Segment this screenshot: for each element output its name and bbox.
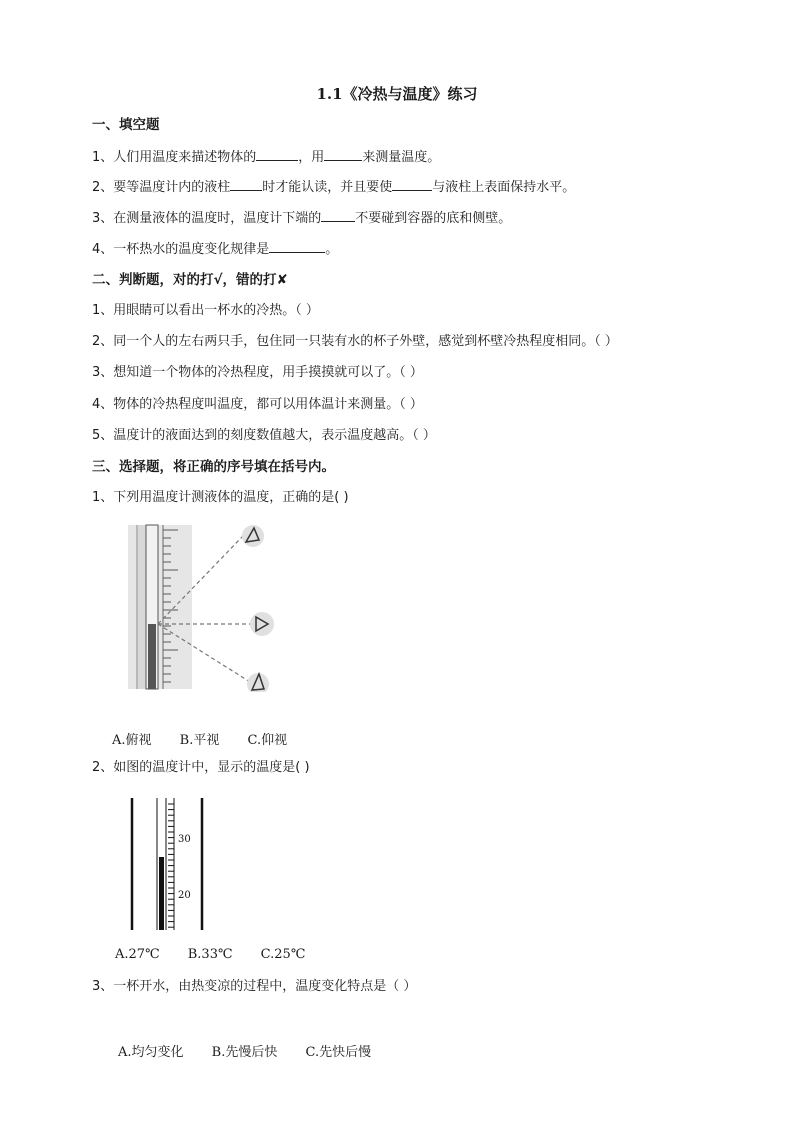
option-c[interactable]: C.先快后慢	[305, 1045, 372, 1060]
q3-options	[118, 1041, 395, 1060]
q2-options	[115, 947, 329, 962]
scale-label-30: 30	[178, 834, 191, 845]
section2-heading: 二、判断题，对的打√，错的打✘	[92, 272, 288, 288]
option-c[interactable]: C.仰视	[247, 733, 288, 748]
thermometer-scale-figure	[124, 794, 214, 934]
judge-item-4: 4、物体的冷热程度叫温度，都可以用体温计来测量。（ ）	[92, 397, 423, 412]
page-title: 1.1《冷热与温度》练习	[316, 85, 478, 103]
option-a[interactable]: A.均匀变化	[118, 1045, 184, 1060]
fill-question-1	[92, 148, 440, 166]
fill-question-2	[92, 178, 575, 196]
q1-part-c: 来测量温度。	[362, 150, 441, 165]
choice-question-2: 2、如图的温度计中，显示的温度是( )	[92, 760, 310, 775]
answer-blank[interactable]	[392, 178, 432, 191]
q3-part-b: 不要碰到容器的底和侧壁。	[355, 211, 512, 226]
option-b[interactable]: B.先慢后快	[211, 1045, 278, 1060]
thermometer-viewing-figure	[128, 520, 288, 692]
option-a[interactable]: A.俯视	[112, 733, 152, 748]
judge-item-3: 3、想知道一个物体的冷热程度，用手摸摸就可以了。（ ）	[92, 365, 423, 380]
q2-part-a: 2、要等温度计内的液柱	[92, 180, 231, 195]
judge-item-2: 2、同一个人的左右两只手，包住同一只装有水的杯子外壁，感觉到杯壁冷热程度相同。（ ）	[92, 334, 618, 349]
q1-options	[112, 729, 311, 748]
option-b[interactable]: B.33℃	[187, 947, 233, 962]
q4-part-b: 。	[325, 242, 339, 257]
q2-part-c: 与液柱上表面保持水平。	[432, 180, 576, 195]
option-c[interactable]: C.25℃	[260, 947, 306, 962]
option-a[interactable]: A.27℃	[115, 947, 160, 962]
answer-blank[interactable]	[256, 148, 298, 161]
fill-question-4	[92, 240, 338, 258]
judge-item-1: 1、用眼睛可以看出一杯水的冷热。（ ）	[92, 303, 319, 318]
answer-blank[interactable]	[324, 148, 362, 161]
q4-part-a: 4、一杯热水的温度变化规律是	[92, 242, 270, 257]
section3-heading: 三、选择题，将正确的序号填在括号内。	[92, 459, 335, 475]
section1-heading: 一、填空题	[92, 117, 160, 133]
scale-label-20: 20	[178, 890, 191, 901]
fill-question-3	[92, 209, 511, 227]
judge-item-5: 5、温度计的液面达到的刻度数值越大，表示温度越高。（ ）	[92, 428, 436, 443]
answer-blank[interactable]	[269, 240, 325, 253]
q2-part-b: 时才能认读，并且要使	[262, 180, 393, 195]
option-b[interactable]: B.平视	[179, 733, 220, 748]
answer-blank[interactable]	[230, 178, 262, 191]
answer-blank[interactable]	[321, 209, 355, 222]
choice-question-1: 1、下列用温度计测液体的温度，正确的是( )	[92, 490, 349, 505]
q1-part-a: 1、人们用温度来描述物体的	[92, 150, 257, 165]
q3-part-a: 3、在测量液体的温度时，温度计下端的	[92, 211, 322, 226]
choice-question-3: 3、一杯开水，由热变凉的过程中，温度变化特点是（ ）	[92, 979, 417, 994]
q1-part-b: ，用	[298, 150, 325, 165]
